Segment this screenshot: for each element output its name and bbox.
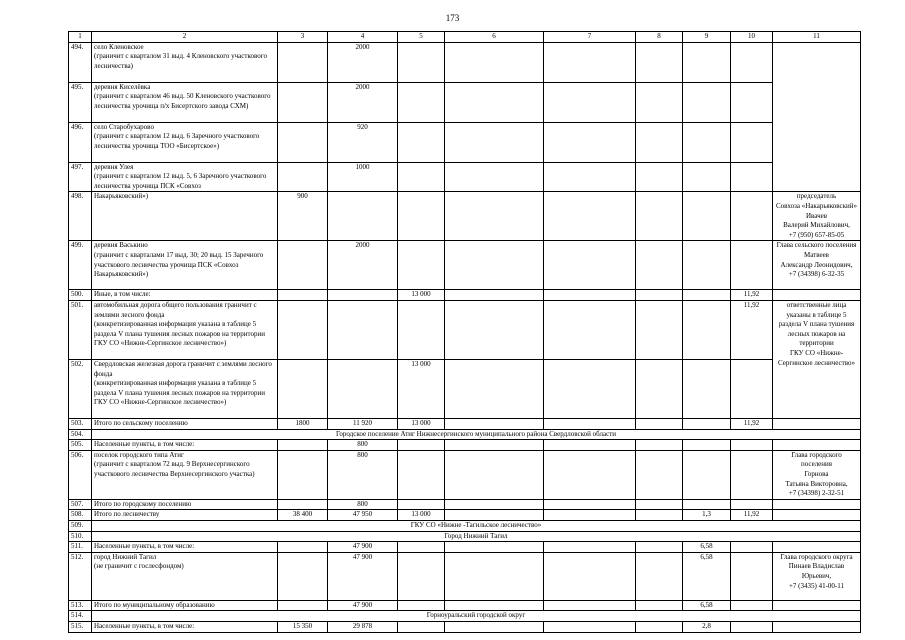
col7-value xyxy=(544,510,636,521)
table-row xyxy=(69,192,861,241)
row-name: Населенные пункты, в том числе: xyxy=(92,621,278,632)
col3-value xyxy=(278,600,328,611)
col8-value xyxy=(636,510,683,521)
col10-value: 11,92 xyxy=(731,510,773,521)
col7-value xyxy=(544,418,636,429)
col3-value: 38 400 xyxy=(278,510,328,521)
col3-value xyxy=(278,440,328,451)
responsible-contact xyxy=(773,290,861,301)
col3-value xyxy=(278,359,328,418)
col4-value: 2000 xyxy=(328,42,398,82)
col10-value xyxy=(731,162,773,192)
col3-value xyxy=(278,82,328,122)
row-number: 499. xyxy=(69,241,92,290)
col-header-11: 11 xyxy=(773,32,861,43)
col9-value: 1,3 xyxy=(683,510,731,521)
row-name: Накарьяковский») xyxy=(92,192,278,241)
col9-value xyxy=(683,418,731,429)
col4-value xyxy=(328,290,398,301)
responsible-contact xyxy=(773,440,861,451)
col9-value xyxy=(683,300,731,359)
col10-value xyxy=(731,122,773,162)
col6-value xyxy=(445,122,544,162)
responsible-contact xyxy=(773,621,861,632)
row-name: автомобильная дорога общего пользования граничит с землями лесного фонда (конкретизированная информация указана в таблице 5 раздела V плана тушения лесных пожаров на территории ГКУ СО «Нижне-Сергинское лесничество») xyxy=(92,300,278,359)
table-row xyxy=(69,499,861,510)
col-header-4: 4 xyxy=(328,32,398,43)
col8-value xyxy=(636,542,683,553)
row-name: Населенные пункты, в том числе: xyxy=(92,542,278,553)
row-name: деревня Васькино (граничит с кварталами 17 выд. 30; 20 выд. 15 Заречного участкового лесничества урочища ПСК «Совхоз Накарьяковский») xyxy=(92,241,278,290)
section-title: ГКУ СО «Нижне -Тагильское лесничество» xyxy=(92,520,861,531)
col4-value: 2000 xyxy=(328,241,398,290)
col9-value: 6,58 xyxy=(683,542,731,553)
col8-value xyxy=(636,359,683,418)
responsible-contact xyxy=(773,510,861,521)
row-number: 514. xyxy=(69,611,92,622)
row-number: 511. xyxy=(69,542,92,553)
responsible-contact xyxy=(773,600,861,611)
col9-value xyxy=(683,241,731,290)
col9-value xyxy=(683,290,731,301)
table-row xyxy=(69,42,861,82)
col5-value: 13 000 xyxy=(398,290,445,301)
col8-value xyxy=(636,600,683,611)
col-header-5: 5 xyxy=(398,32,445,43)
col10-value xyxy=(731,241,773,290)
col6-value xyxy=(445,192,544,241)
col8-value xyxy=(636,192,683,241)
table-row xyxy=(69,162,861,192)
col7-value xyxy=(544,542,636,553)
col6-value xyxy=(445,450,544,499)
col4-value: 1000 xyxy=(328,162,398,192)
table-row xyxy=(69,300,861,359)
section-title: Город Нижний Тагил xyxy=(92,531,861,542)
col5-value: 13 000 xyxy=(398,359,445,418)
col7-value xyxy=(544,82,636,122)
col10-value: 11,92 xyxy=(731,300,773,359)
row-number: 513. xyxy=(69,600,92,611)
col5-value xyxy=(398,192,445,241)
col7-value xyxy=(544,192,636,241)
col-header-1: 1 xyxy=(69,32,92,43)
row-number: 506. xyxy=(69,450,92,499)
col4-value: 920 xyxy=(328,122,398,162)
col4-value: 11 920 xyxy=(328,418,398,429)
table-row xyxy=(69,122,861,162)
col6-value xyxy=(445,162,544,192)
col8-value xyxy=(636,418,683,429)
col3-value xyxy=(278,241,328,290)
col6-value xyxy=(445,510,544,521)
col3-value xyxy=(278,450,328,499)
section-title: Горноуральский городской округ xyxy=(92,611,861,622)
row-name: Итого по сельскому поселению xyxy=(92,418,278,429)
col6-value xyxy=(445,418,544,429)
row-number: 507. xyxy=(69,499,92,510)
settlements-table xyxy=(68,31,861,633)
col4-value xyxy=(328,359,398,418)
col8-value xyxy=(636,290,683,301)
col5-value xyxy=(398,600,445,611)
col3-value xyxy=(278,290,328,301)
col6-value xyxy=(445,552,544,600)
row-name: Населенные пункты, в том числе: xyxy=(92,440,278,451)
col3-value xyxy=(278,162,328,192)
col5-value: 13 000 xyxy=(398,418,445,429)
table-row xyxy=(69,290,861,301)
row-number: 505. xyxy=(69,440,92,451)
table-row xyxy=(69,429,861,440)
col9-value xyxy=(683,42,731,82)
col7-value xyxy=(544,621,636,632)
row-name: деревня Улея (граничит с кварталом 12 выд. 5, 6 Заречного участкового лесничества урочища ПСК «Совхоз xyxy=(92,162,278,192)
col7-value xyxy=(544,552,636,600)
col3-value: 15 350 xyxy=(278,621,328,632)
col5-value xyxy=(398,552,445,600)
col4-value xyxy=(328,300,398,359)
col7-value xyxy=(544,440,636,451)
col10-value xyxy=(731,440,773,451)
col4-value: 47 900 xyxy=(328,552,398,600)
col7-value xyxy=(544,499,636,510)
table-row xyxy=(69,359,861,418)
col5-value xyxy=(398,82,445,122)
responsible-contact: Глава сельского поселения Матвеев Александр Леонидович, +7 (34398) 6-32-35 xyxy=(773,241,861,290)
row-name: деревня Киселёвка (граничит с кварталом 46 выд. 50 Кленовского участкового лесничества урочища п/х Бисертского завода СХМ) xyxy=(92,82,278,122)
row-name: село Кленовское (граничит с кварталом 31 выд. 4 Кленовского участкового лесничества) xyxy=(92,42,278,82)
responsible-contact: Глава городского поселения Горнова Татьяна Викторовна, +7 (34398) 2-32-51 xyxy=(773,450,861,499)
table-row xyxy=(69,621,861,632)
col10-value: 11,92 xyxy=(731,418,773,429)
table-row xyxy=(69,82,861,122)
col10-value xyxy=(731,42,773,82)
table-row xyxy=(69,542,861,553)
col6-value xyxy=(445,42,544,82)
col3-value xyxy=(278,499,328,510)
section-title: Городское поселение Атиг Нижнесергинского муниципального района Свердловской области xyxy=(92,429,861,440)
col5-value xyxy=(398,42,445,82)
col8-value xyxy=(636,42,683,82)
col6-value xyxy=(445,542,544,553)
col6-value xyxy=(445,290,544,301)
row-name: село Старобухарово (граничит с кварталом 12 выд. 6 Заречного участкового лесничества урочища ТОО «Бисертское») xyxy=(92,122,278,162)
table-row xyxy=(69,552,861,600)
table-row xyxy=(69,510,861,521)
col5-value xyxy=(398,542,445,553)
page-number: 173 xyxy=(445,13,460,23)
responsible-contact: ответственные лица указаны в таблице 5 раздела V плана тушения лесных пожаров на территории ГКУ СО «Нижне-Сергинское лесничество» xyxy=(773,300,861,418)
col4-value: 47 900 xyxy=(328,542,398,553)
col5-value xyxy=(398,300,445,359)
col10-value xyxy=(731,552,773,600)
responsible-contact xyxy=(773,418,861,429)
table-row xyxy=(69,600,861,611)
col-header-6: 6 xyxy=(445,32,544,43)
row-number: 497. xyxy=(69,162,92,192)
col-header-3: 3 xyxy=(278,32,328,43)
col10-value xyxy=(731,192,773,241)
col7-value xyxy=(544,359,636,418)
col8-value xyxy=(636,162,683,192)
col4-value: 47 950 xyxy=(328,510,398,521)
row-name: Итого по муниципальному образованию xyxy=(92,600,278,611)
row-number: 495. xyxy=(69,82,92,122)
col6-value xyxy=(445,499,544,510)
col7-value xyxy=(544,241,636,290)
table-row xyxy=(69,520,861,531)
table-row xyxy=(69,241,861,290)
col-header-9: 9 xyxy=(683,32,731,43)
col10-value xyxy=(731,450,773,499)
row-number: 503. xyxy=(69,418,92,429)
col6-value xyxy=(445,621,544,632)
col6-value xyxy=(445,359,544,418)
col8-value xyxy=(636,122,683,162)
header-row xyxy=(69,32,861,43)
col8-value xyxy=(636,552,683,600)
col8-value xyxy=(636,82,683,122)
row-name: Итого по городскому поселению xyxy=(92,499,278,510)
col9-value xyxy=(683,162,731,192)
col3-value xyxy=(278,542,328,553)
col5-value xyxy=(398,241,445,290)
row-number: 494. xyxy=(69,42,92,82)
col3-value xyxy=(278,552,328,600)
col9-value xyxy=(683,440,731,451)
col8-value xyxy=(636,450,683,499)
col5-value xyxy=(398,499,445,510)
col9-value xyxy=(683,450,731,499)
table-row xyxy=(69,418,861,429)
col8-value xyxy=(636,300,683,359)
row-number: 502. xyxy=(69,359,92,418)
col6-value xyxy=(445,440,544,451)
col7-value xyxy=(544,162,636,192)
col4-value xyxy=(328,192,398,241)
col4-value: 800 xyxy=(328,450,398,499)
col6-value xyxy=(445,82,544,122)
row-number: 501. xyxy=(69,300,92,359)
col-header-7: 7 xyxy=(544,32,636,43)
col5-value xyxy=(398,621,445,632)
col9-value xyxy=(683,192,731,241)
col-header-10: 10 xyxy=(731,32,773,43)
col9-value: 6,58 xyxy=(683,600,731,611)
col4-value: 2000 xyxy=(328,82,398,122)
col5-value xyxy=(398,122,445,162)
col8-value xyxy=(636,440,683,451)
col4-value: 800 xyxy=(328,440,398,451)
responsible-contact xyxy=(773,42,861,192)
col4-value: 800 xyxy=(328,499,398,510)
col7-value xyxy=(544,122,636,162)
row-name: Итого по лесничеству xyxy=(92,510,278,521)
col10-value xyxy=(731,82,773,122)
col10-value xyxy=(731,542,773,553)
col6-value xyxy=(445,241,544,290)
col8-value xyxy=(636,499,683,510)
col4-value: 29 878 xyxy=(328,621,398,632)
row-name: Иные, в том числе: xyxy=(92,290,278,301)
col9-value: 6,58 xyxy=(683,552,731,600)
responsible-contact xyxy=(773,542,861,553)
col-header-2: 2 xyxy=(92,32,278,43)
col10-value: 11,92 xyxy=(731,290,773,301)
col5-value xyxy=(398,450,445,499)
row-number: 500. xyxy=(69,290,92,301)
row-number: 504. xyxy=(69,429,92,440)
col10-value xyxy=(731,499,773,510)
col6-value xyxy=(445,600,544,611)
table-row xyxy=(69,450,861,499)
col10-value xyxy=(731,359,773,418)
table-row xyxy=(69,531,861,542)
col8-value xyxy=(636,621,683,632)
row-name: Свердловская железная дорога граничит с землями лесного фонда (конкретизированная информация указана в таблице 5 раздела V плана тушения лесных пожаров на территории ГКУ СО «Нижне-Сергинское лесничество») xyxy=(92,359,278,418)
col5-value xyxy=(398,440,445,451)
col3-value xyxy=(278,42,328,82)
row-name: город Нижний Тагил (не граничит с гослесфондом) xyxy=(92,552,278,600)
col3-value xyxy=(278,122,328,162)
col3-value: 1800 xyxy=(278,418,328,429)
col7-value xyxy=(544,450,636,499)
col9-value xyxy=(683,499,731,510)
row-number: 509. xyxy=(69,520,92,531)
responsible-contact: председатель Совхоза «Накарьяковский» Ивачев Валерий Михайлович, +7 (950) 657-85-05 xyxy=(773,192,861,241)
col3-value xyxy=(278,300,328,359)
row-number: 510. xyxy=(69,531,92,542)
col10-value xyxy=(731,600,773,611)
col5-value: 13 000 xyxy=(398,510,445,521)
table-row xyxy=(69,611,861,622)
col9-value xyxy=(683,82,731,122)
col5-value xyxy=(398,162,445,192)
col10-value xyxy=(731,621,773,632)
row-number: 515. xyxy=(69,621,92,632)
col4-value: 47 900 xyxy=(328,600,398,611)
row-number: 498. xyxy=(69,192,92,241)
col7-value xyxy=(544,290,636,301)
col9-value xyxy=(683,359,731,418)
row-number: 496. xyxy=(69,122,92,162)
responsible-contact xyxy=(773,499,861,510)
row-number: 512. xyxy=(69,552,92,600)
col7-value xyxy=(544,600,636,611)
responsible-contact: Глава городского округа Пинаев Владислав Юрьевич, +7 (3435) 41-00-11 xyxy=(773,552,861,600)
table-row xyxy=(69,440,861,451)
col8-value xyxy=(636,241,683,290)
row-number: 508. xyxy=(69,510,92,521)
col9-value xyxy=(683,122,731,162)
col6-value xyxy=(445,300,544,359)
col7-value xyxy=(544,42,636,82)
col-header-8: 8 xyxy=(636,32,683,43)
col7-value xyxy=(544,300,636,359)
row-name: поселок городского типа Атиг (граничит с кварталом 72 выд. 9 Верхнесергинского участкового лесничества Верхнесергинского участка) xyxy=(92,450,278,499)
col9-value: 2,8 xyxy=(683,621,731,632)
col3-value: 900 xyxy=(278,192,328,241)
